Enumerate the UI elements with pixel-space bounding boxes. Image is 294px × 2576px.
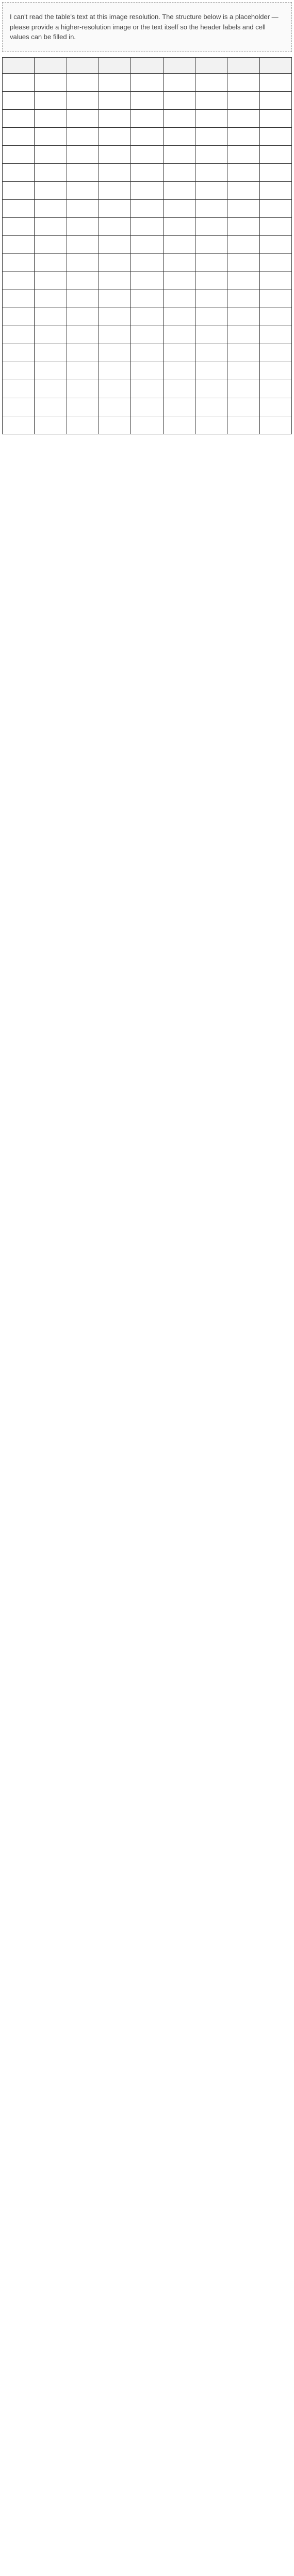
table-cell xyxy=(259,290,291,308)
table-cell xyxy=(99,73,130,91)
table-cell xyxy=(259,362,291,380)
table-cell xyxy=(99,326,130,344)
table-cell xyxy=(163,109,195,127)
table-cell xyxy=(163,290,195,308)
table-cell xyxy=(195,398,227,416)
table-cell xyxy=(3,398,35,416)
table-cell xyxy=(195,253,227,272)
table-cell xyxy=(163,398,195,416)
table-cell xyxy=(35,217,67,235)
table-cell xyxy=(227,344,259,362)
table-cell xyxy=(3,145,35,163)
header-cell xyxy=(99,57,130,73)
header-cell xyxy=(35,57,67,73)
table-row xyxy=(3,109,292,127)
header-cell xyxy=(67,57,99,73)
table-cell xyxy=(131,199,163,217)
table-cell xyxy=(163,73,195,91)
table-cell xyxy=(227,398,259,416)
table-cell xyxy=(227,253,259,272)
table-cell xyxy=(99,380,130,398)
table-cell xyxy=(227,145,259,163)
table-cell xyxy=(67,362,99,380)
table-cell xyxy=(195,326,227,344)
table-cell xyxy=(99,416,130,434)
table-cell xyxy=(163,163,195,181)
table-cell xyxy=(195,199,227,217)
table-cell xyxy=(259,326,291,344)
table-row xyxy=(3,362,292,380)
table-cell xyxy=(131,326,163,344)
table-cell xyxy=(35,91,67,109)
table-cell xyxy=(259,380,291,398)
table-cell xyxy=(131,290,163,308)
table-cell xyxy=(67,91,99,109)
table-cell xyxy=(131,416,163,434)
table-cell xyxy=(131,362,163,380)
table-cell xyxy=(227,308,259,326)
table-cell xyxy=(35,163,67,181)
table-cell xyxy=(99,91,130,109)
table-cell xyxy=(3,308,35,326)
table-cell xyxy=(259,109,291,127)
table-cell xyxy=(3,217,35,235)
table-cell xyxy=(131,181,163,199)
table-cell xyxy=(99,362,130,380)
table-row xyxy=(3,380,292,398)
table-cell xyxy=(67,380,99,398)
table-cell xyxy=(35,199,67,217)
table-cell xyxy=(163,145,195,163)
table-cell xyxy=(99,308,130,326)
table-cell xyxy=(35,272,67,290)
table-cell xyxy=(3,199,35,217)
table-cell xyxy=(227,272,259,290)
table-cell xyxy=(259,181,291,199)
table-cell xyxy=(131,253,163,272)
table-cell xyxy=(99,235,130,253)
table-cell xyxy=(259,235,291,253)
document-sheet xyxy=(2,2,292,434)
table-cell xyxy=(195,181,227,199)
table-cell xyxy=(227,91,259,109)
table-row xyxy=(3,73,292,91)
table-cell xyxy=(131,344,163,362)
table-cell xyxy=(131,272,163,290)
table-cell xyxy=(99,217,130,235)
table-row xyxy=(3,199,292,217)
table-cell xyxy=(195,416,227,434)
table-cell xyxy=(35,326,67,344)
table-cell xyxy=(259,398,291,416)
table-cell xyxy=(35,127,67,145)
table-cell xyxy=(131,308,163,326)
table-row xyxy=(3,217,292,235)
table-cell xyxy=(67,145,99,163)
table-cell xyxy=(227,235,259,253)
table-cell xyxy=(259,199,291,217)
table-cell xyxy=(131,73,163,91)
table-cell xyxy=(3,362,35,380)
table-cell xyxy=(99,163,130,181)
table-cell xyxy=(195,362,227,380)
table-cell xyxy=(163,253,195,272)
table-cell xyxy=(195,127,227,145)
table-cell xyxy=(163,91,195,109)
table-cell xyxy=(163,380,195,398)
table-cell xyxy=(227,109,259,127)
table-cell xyxy=(67,73,99,91)
table-cell xyxy=(259,253,291,272)
table-cell xyxy=(67,326,99,344)
table-cell xyxy=(67,272,99,290)
header-cell xyxy=(259,57,291,73)
table-cell xyxy=(35,145,67,163)
table-cell xyxy=(67,308,99,326)
table-cell xyxy=(99,398,130,416)
table-row xyxy=(3,127,292,145)
table-cell xyxy=(131,217,163,235)
table-cell xyxy=(163,235,195,253)
table-cell xyxy=(35,344,67,362)
table-cell xyxy=(35,253,67,272)
table-row xyxy=(3,290,292,308)
table-cell xyxy=(99,127,130,145)
table-cell xyxy=(227,380,259,398)
table-cell xyxy=(131,235,163,253)
table-cell xyxy=(3,163,35,181)
table-cell xyxy=(67,181,99,199)
header-cell xyxy=(3,57,35,73)
table-cell xyxy=(163,217,195,235)
table-cell xyxy=(3,326,35,344)
table-cell xyxy=(3,290,35,308)
table-cell xyxy=(259,416,291,434)
table-cell xyxy=(67,344,99,362)
table-cell xyxy=(67,163,99,181)
table-cell xyxy=(131,91,163,109)
table-cell xyxy=(163,326,195,344)
table-cell xyxy=(35,362,67,380)
table-cell xyxy=(35,398,67,416)
table-cell xyxy=(67,109,99,127)
table-cell xyxy=(195,344,227,362)
table-cell xyxy=(3,416,35,434)
table-cell xyxy=(3,344,35,362)
table-cell xyxy=(195,308,227,326)
table-cell xyxy=(3,181,35,199)
table-cell xyxy=(3,380,35,398)
table-cell xyxy=(35,109,67,127)
table-cell xyxy=(99,290,130,308)
table-cell xyxy=(99,145,130,163)
header-cell xyxy=(227,57,259,73)
table-cell xyxy=(227,181,259,199)
table-cell xyxy=(99,272,130,290)
table-cell xyxy=(227,290,259,308)
table-cell xyxy=(99,199,130,217)
table-cell xyxy=(99,253,130,272)
table-cell xyxy=(99,344,130,362)
table-cell xyxy=(163,181,195,199)
table-cell xyxy=(227,127,259,145)
table-row xyxy=(3,344,292,362)
table-cell xyxy=(195,73,227,91)
table-cell xyxy=(259,308,291,326)
table-body xyxy=(3,73,292,434)
table-row xyxy=(3,181,292,199)
table-cell xyxy=(3,127,35,145)
table-cell xyxy=(35,290,67,308)
table-cell xyxy=(163,199,195,217)
table-cell xyxy=(3,109,35,127)
table-cell xyxy=(195,235,227,253)
table-cell xyxy=(163,416,195,434)
table-cell xyxy=(131,127,163,145)
table-cell xyxy=(35,73,67,91)
table-cell xyxy=(227,73,259,91)
table-cell xyxy=(259,91,291,109)
table-cell xyxy=(99,181,130,199)
table-row xyxy=(3,272,292,290)
table-row xyxy=(3,163,292,181)
table-cell xyxy=(227,326,259,344)
table-row xyxy=(3,308,292,326)
table-cell xyxy=(195,290,227,308)
table-cell xyxy=(67,199,99,217)
table-cell xyxy=(259,163,291,181)
table-cell xyxy=(67,416,99,434)
table-cell xyxy=(259,217,291,235)
header-cell xyxy=(195,57,227,73)
table-cell xyxy=(163,308,195,326)
table-cell xyxy=(131,109,163,127)
table-cell xyxy=(99,109,130,127)
table-row xyxy=(3,91,292,109)
table-cell xyxy=(67,398,99,416)
table-cell xyxy=(227,199,259,217)
table-cell xyxy=(35,380,67,398)
table-cell xyxy=(131,398,163,416)
table-row xyxy=(3,326,292,344)
table-cell xyxy=(35,416,67,434)
table-cell xyxy=(227,217,259,235)
table-cell xyxy=(259,272,291,290)
table-cell xyxy=(35,235,67,253)
table-cell xyxy=(163,127,195,145)
table-cell xyxy=(195,217,227,235)
header-cell xyxy=(131,57,163,73)
table-cell xyxy=(195,91,227,109)
table-cell xyxy=(227,362,259,380)
table-cell xyxy=(3,235,35,253)
table-row xyxy=(3,145,292,163)
table-cell xyxy=(259,344,291,362)
table-cell xyxy=(35,181,67,199)
table-header-row xyxy=(3,57,292,73)
table-cell xyxy=(195,380,227,398)
table-cell xyxy=(259,145,291,163)
table-cell xyxy=(3,253,35,272)
table-row xyxy=(3,398,292,416)
table-cell xyxy=(163,362,195,380)
header-cell xyxy=(163,57,195,73)
table-cell xyxy=(163,344,195,362)
table-cell xyxy=(3,91,35,109)
table-cell xyxy=(67,253,99,272)
table-cell xyxy=(195,145,227,163)
table-cell xyxy=(131,145,163,163)
table-row xyxy=(3,235,292,253)
transcription-notice: I can't read the table's text at this image resolution. The structure below is a placeholder — please provide a higher-resolution image or the text itself so the header labels and cell values can be filled in. xyxy=(2,2,292,52)
table-cell xyxy=(67,217,99,235)
table-cell xyxy=(67,235,99,253)
table-cell xyxy=(227,163,259,181)
table-cell xyxy=(3,73,35,91)
table-cell xyxy=(35,308,67,326)
table-cell xyxy=(3,272,35,290)
table-cell xyxy=(195,109,227,127)
table-cell xyxy=(67,127,99,145)
table-cell xyxy=(163,272,195,290)
table-row xyxy=(3,253,292,272)
data-table xyxy=(2,57,292,434)
table-cell xyxy=(195,163,227,181)
table-cell xyxy=(195,272,227,290)
table-cell xyxy=(131,380,163,398)
table-cell xyxy=(259,73,291,91)
table-cell xyxy=(227,416,259,434)
table-cell xyxy=(131,163,163,181)
table-row xyxy=(3,416,292,434)
table-cell xyxy=(259,127,291,145)
table-cell xyxy=(67,290,99,308)
